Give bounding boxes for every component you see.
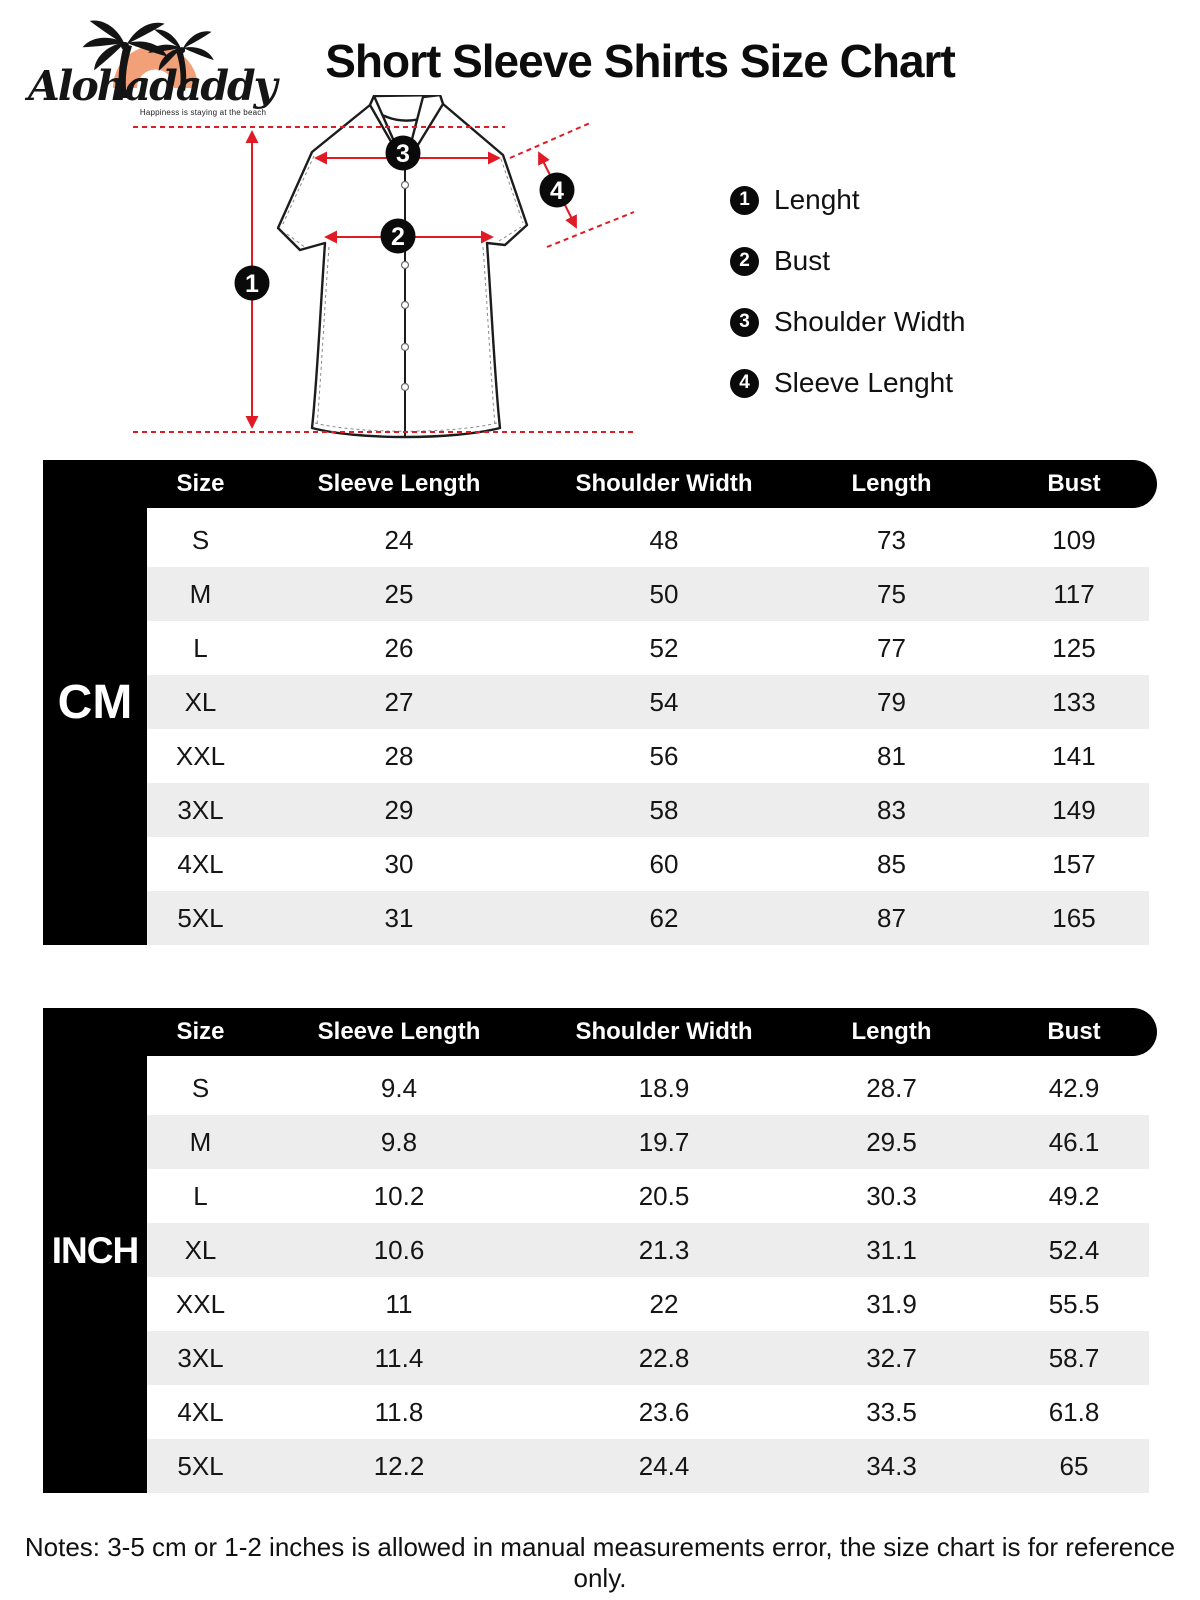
shirt-measurement-diagram — [115, 95, 635, 455]
measurement-cell: 141 — [1052, 740, 1096, 771]
unit-label-inch: INCH — [43, 1008, 147, 1493]
col-header-bust: Bust — [1047, 1018, 1101, 1045]
legend-label: Bust — [774, 245, 831, 276]
table-header-cm — [43, 460, 1157, 508]
col-header-size: Size — [176, 470, 225, 497]
measurement-cell: 21.3 — [638, 1234, 690, 1265]
size-row — [147, 621, 1149, 675]
size-row — [147, 513, 1149, 567]
measurement-cell: 125 — [1052, 632, 1096, 663]
size-label-cell: L — [193, 1180, 208, 1211]
size-label-cell: 3XL — [177, 1342, 224, 1373]
legend-label: Lenght — [774, 184, 860, 215]
measurement-cell: 165 — [1052, 902, 1096, 933]
measurement-cell: 9.4 — [380, 1072, 418, 1103]
measurement-cell: 29.5 — [866, 1126, 917, 1157]
size-label-cell: XXL — [175, 740, 226, 771]
size-label-cell: XXL — [175, 1288, 226, 1319]
size-row — [147, 1115, 1149, 1169]
size-table-cm — [43, 460, 1157, 945]
size-row — [147, 1169, 1149, 1223]
measurement-legend — [730, 183, 965, 427]
measurement-cell: 52 — [649, 632, 679, 663]
measurement-cell: 61.8 — [1048, 1396, 1100, 1427]
svg-text:3: 3 — [396, 140, 410, 168]
size-row — [147, 1223, 1149, 1277]
size-label-cell: M — [189, 578, 212, 609]
size-row — [147, 729, 1149, 783]
measurement-cell: 32.7 — [866, 1342, 917, 1373]
size-label-cell: 4XL — [177, 848, 224, 879]
measurement-cell: 31.1 — [866, 1234, 917, 1265]
size-table-inch — [43, 1008, 1157, 1493]
measurement-cell: 31.9 — [866, 1288, 917, 1319]
measurement-cell: 77 — [877, 632, 906, 663]
measurement-cell: 26 — [384, 632, 414, 663]
brand-tagline: Happiness is staying at the beach — [139, 108, 267, 117]
measurement-cell: 81 — [877, 740, 906, 771]
legend-item-shoulder-width — [730, 305, 965, 339]
col-header-length: Length — [851, 1018, 932, 1045]
badge-4 — [540, 173, 575, 208]
table-body-cm — [147, 513, 1149, 945]
measurement-cell: 11.8 — [374, 1396, 424, 1427]
legend-label: Sleeve Lenght — [774, 367, 954, 398]
size-row — [147, 567, 1149, 621]
measurement-cell: 109 — [1052, 524, 1096, 555]
measurement-cell: 55.5 — [1048, 1288, 1100, 1319]
measurement-cell: 30 — [384, 848, 414, 879]
measurement-cell: 149 — [1052, 794, 1096, 825]
col-header-shoulder-width: Shoulder Width — [575, 1018, 753, 1045]
measurement-cell: 87 — [877, 902, 906, 933]
measurement-cell: 56 — [649, 740, 679, 771]
legend-badge-4: 4 — [730, 369, 759, 398]
legend-item-sleeve-length — [730, 366, 965, 400]
measurement-cell: 75 — [877, 578, 906, 609]
measurement-cell: 22 — [649, 1288, 679, 1319]
measurement-cell: 49.2 — [1048, 1180, 1100, 1211]
measurement-cell: 31 — [384, 902, 414, 933]
size-row — [147, 1439, 1149, 1493]
legend-badge-2: 2 — [730, 247, 759, 276]
measurement-cell: 157 — [1052, 848, 1096, 879]
legend-label: Shoulder Width — [774, 306, 966, 337]
measurement-cell: 133 — [1052, 686, 1096, 717]
measurement-cell: 20.5 — [638, 1180, 690, 1211]
measurement-cell: 60 — [649, 848, 679, 879]
size-row — [147, 783, 1149, 837]
size-row — [147, 837, 1149, 891]
badge-1 — [235, 266, 270, 301]
measurement-cell: 12.2 — [373, 1450, 425, 1481]
size-label-cell: S — [191, 1072, 210, 1103]
size-row — [147, 675, 1149, 729]
legend-badge-3: 3 — [730, 308, 759, 337]
measurement-cell: 23.6 — [638, 1396, 690, 1427]
col-header-shoulder-width: Shoulder Width — [575, 470, 753, 497]
badge-3 — [386, 136, 421, 171]
notes-text: Notes: 3-5 cm or 1-2 inches is allowed in manual measurements error, the size chart is for reference only. — [24, 1532, 1176, 1593]
measurement-cell: 28.7 — [866, 1072, 917, 1103]
measurement-cell: 18.9 — [638, 1072, 690, 1103]
legend-badge-1: 1 — [730, 186, 759, 215]
legend-item-bust — [730, 244, 965, 278]
measurement-cell: 19.7 — [638, 1126, 690, 1157]
size-label-cell: 3XL — [177, 794, 224, 825]
measurement-cell: 25 — [384, 578, 414, 609]
size-label-cell: M — [189, 1126, 212, 1157]
size-row — [147, 1277, 1149, 1331]
measurement-cell: 34.3 — [866, 1450, 917, 1481]
size-label-cell: 5XL — [177, 902, 224, 933]
measurement-cell: 11.4 — [374, 1342, 424, 1373]
col-header-size: Size — [176, 1018, 225, 1045]
legend-item-length — [730, 183, 965, 217]
measurement-cell: 11 — [385, 1288, 413, 1319]
unit-label-cm: CM — [43, 460, 147, 945]
measurement-cell: 24.4 — [638, 1450, 690, 1481]
size-row — [147, 1061, 1149, 1115]
table-body-inch — [147, 1061, 1149, 1493]
measurement-cell: 30.3 — [866, 1180, 917, 1211]
size-label-cell: 5XL — [177, 1450, 224, 1481]
measurement-cell: 10.6 — [373, 1234, 425, 1265]
measurement-cell: 46.1 — [1048, 1126, 1100, 1157]
measurement-cell: 83 — [877, 794, 906, 825]
col-header-sleeve-length: Sleeve Length — [317, 1018, 481, 1045]
measurement-cell: 27 — [384, 686, 414, 717]
svg-text:2: 2 — [391, 223, 405, 251]
measurement-cell: 85 — [877, 848, 906, 879]
size-label-cell: XL — [184, 1234, 217, 1265]
measurement-cell: 10.2 — [373, 1180, 425, 1211]
measurement-cell: 33.5 — [866, 1396, 917, 1427]
col-header-bust: Bust — [1047, 470, 1101, 497]
svg-text:4: 4 — [550, 177, 564, 205]
measurement-cell: 117 — [1053, 578, 1095, 609]
page-title: Short Sleeve Shirts Size Chart — [325, 35, 955, 87]
measurement-cell: 79 — [877, 686, 906, 717]
brand-name: Alohadaddy — [28, 62, 276, 110]
measurement-cell: 52.4 — [1048, 1234, 1100, 1265]
measurement-cell: 42.9 — [1048, 1072, 1100, 1103]
size-label-cell: 4XL — [177, 1396, 224, 1427]
size-row — [147, 1385, 1149, 1439]
size-row — [147, 1331, 1149, 1385]
sleeve-extent-line-top — [510, 123, 590, 158]
measurement-cell: 50 — [649, 578, 679, 609]
col-header-sleeve-length: Sleeve Length — [317, 470, 481, 497]
measurement-cell: 24 — [384, 524, 414, 555]
measurement-cell: 58 — [649, 794, 679, 825]
size-row — [147, 891, 1149, 945]
measurement-cell: 54 — [649, 686, 679, 717]
measurement-cell: 9.8 — [380, 1126, 418, 1157]
svg-text:1: 1 — [245, 270, 259, 298]
measurement-cell: 48 — [649, 524, 679, 555]
measurement-cell: 62 — [649, 902, 679, 933]
col-header-length: Length — [851, 470, 932, 497]
measurement-cell: 28 — [384, 740, 414, 771]
badge-2 — [381, 219, 416, 254]
measurement-cell: 73 — [877, 524, 906, 555]
size-label-cell: S — [191, 524, 210, 555]
measurement-cell: 65 — [1059, 1450, 1089, 1481]
size-label-cell: L — [193, 632, 208, 663]
size-label-cell: XL — [184, 686, 217, 717]
measurement-cell: 29 — [384, 794, 414, 825]
measurement-cell: 58.7 — [1048, 1342, 1100, 1373]
measurement-cell: 22.8 — [638, 1342, 690, 1373]
table-header-inch — [43, 1008, 1157, 1056]
sleeve-extent-line-bottom — [547, 212, 634, 247]
